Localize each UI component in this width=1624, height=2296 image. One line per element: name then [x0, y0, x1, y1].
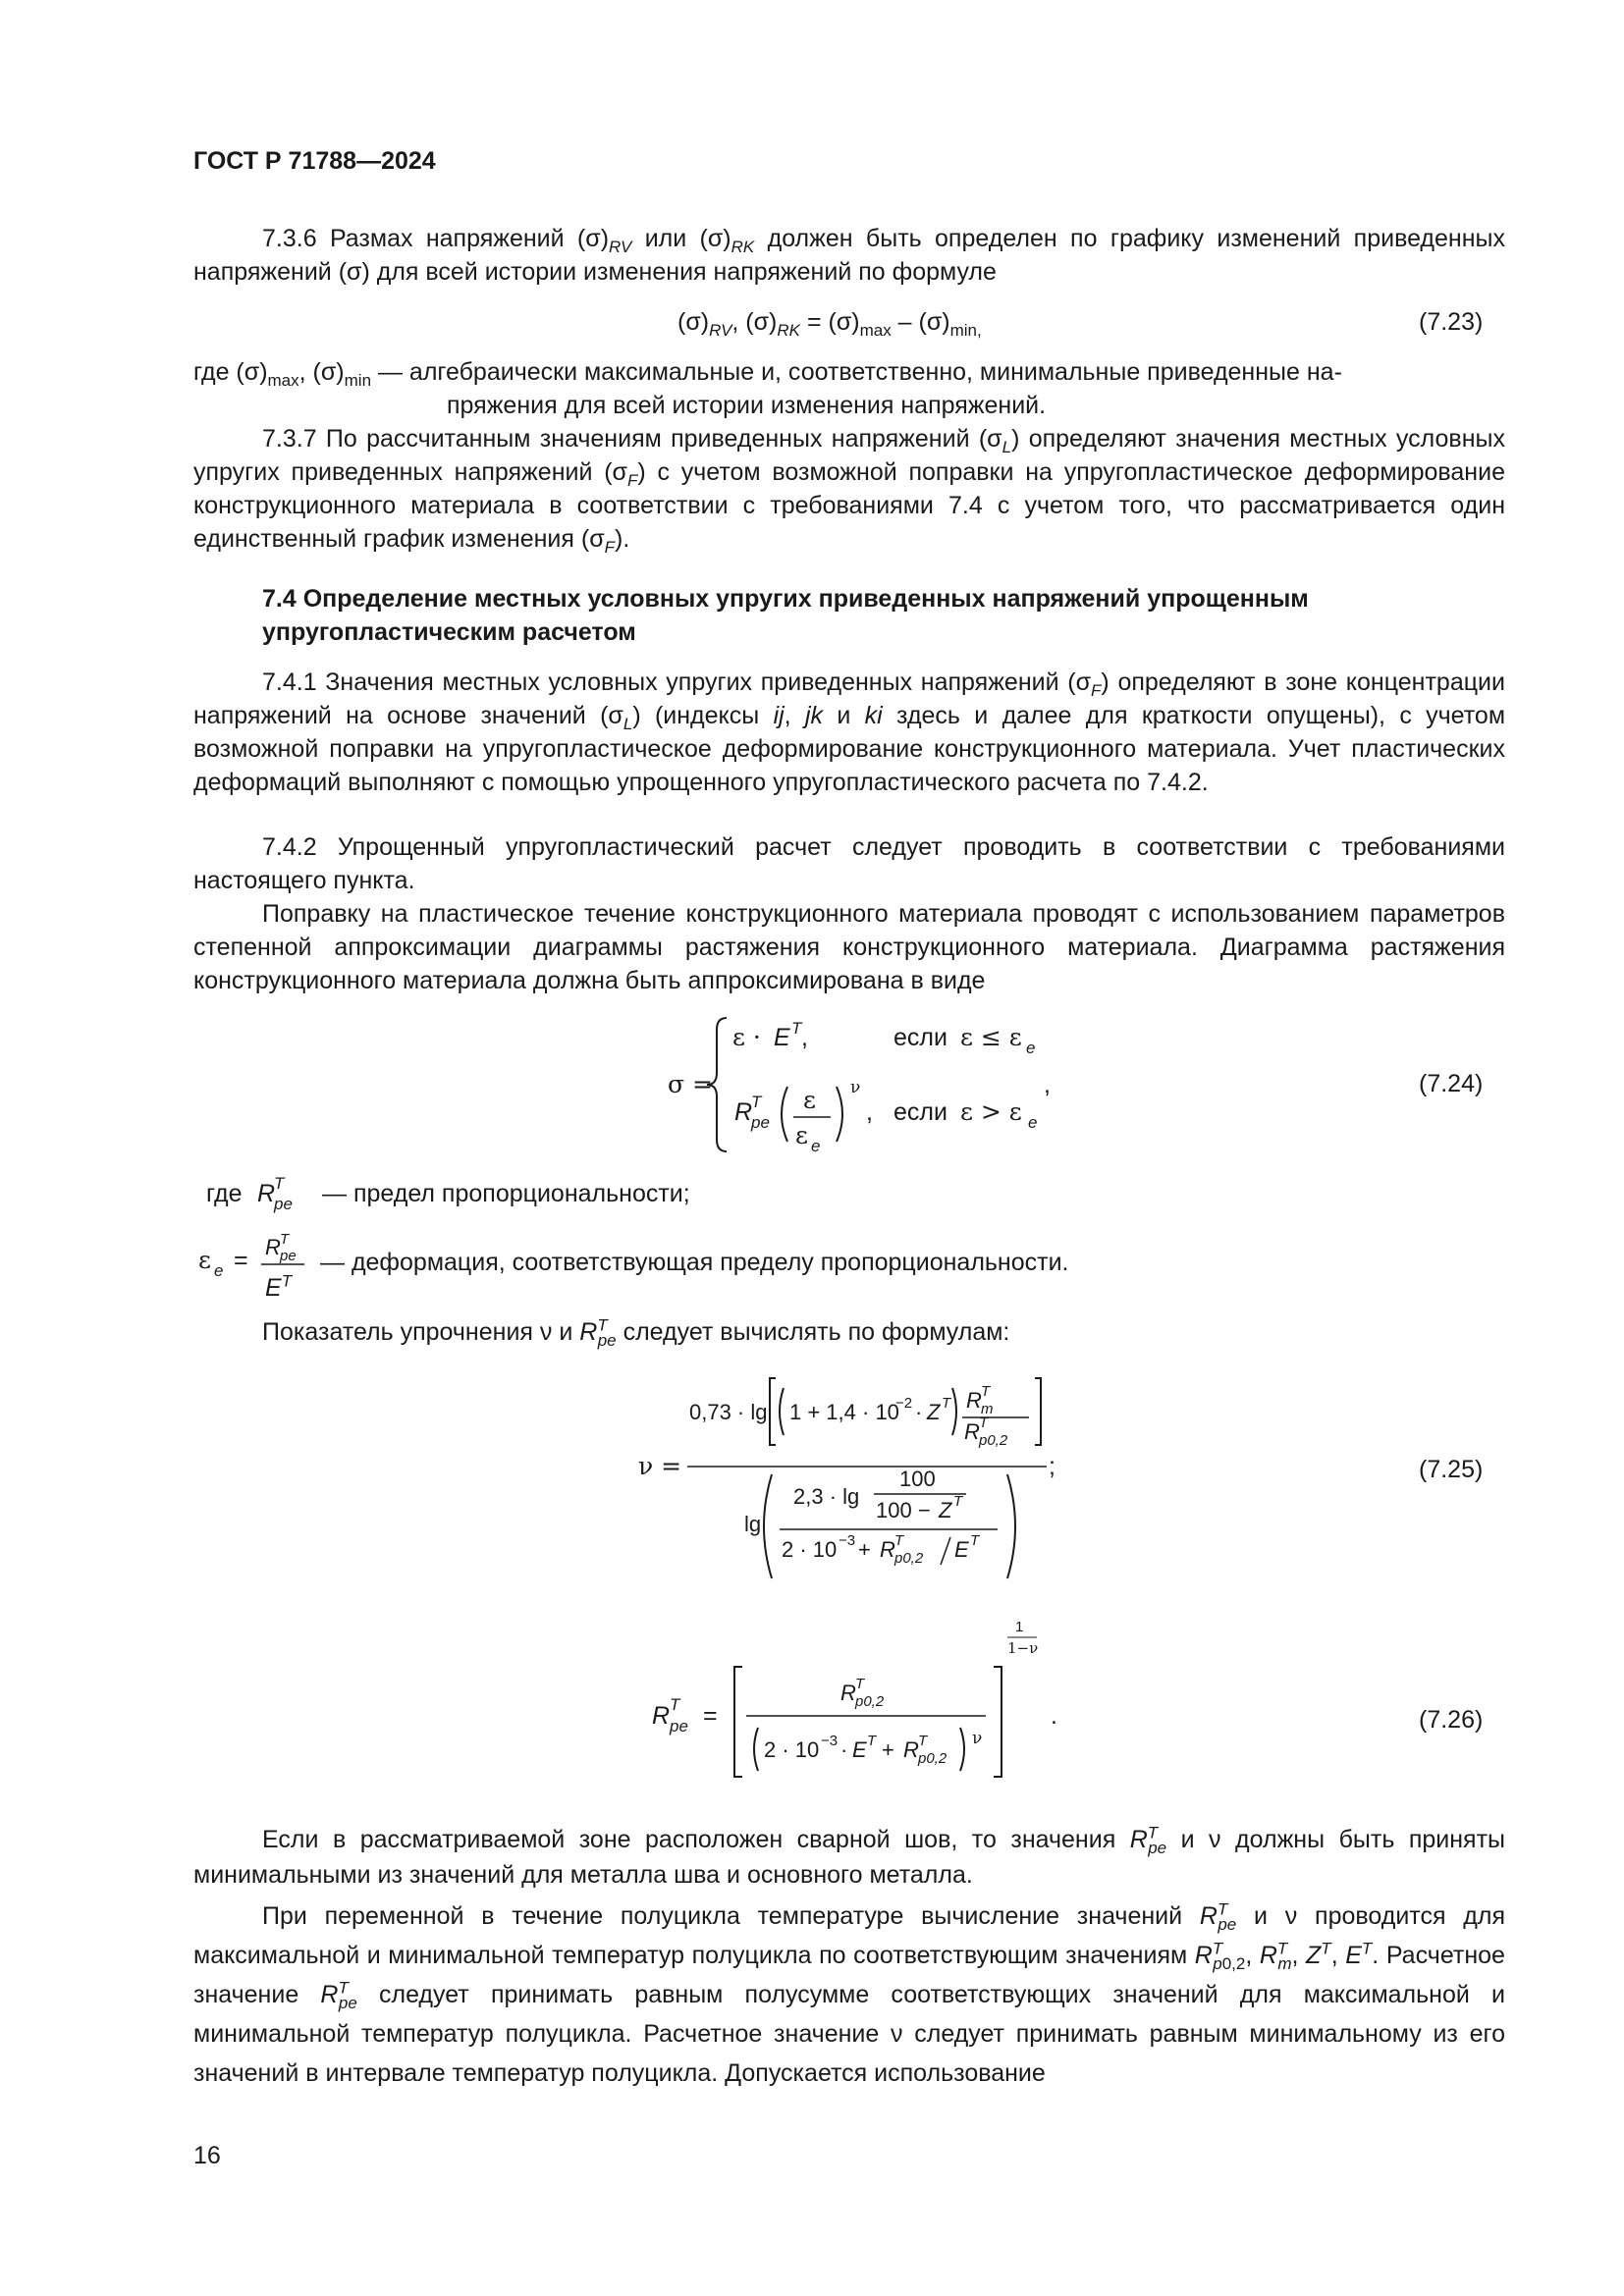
paragraph-weld: Если в рассматриваемой зоне расположен сварной шов, то значения $R^T_{pe}$ и ν должны быть приняты минимальными из значений для металла шва и основного металла. — [193, 1823, 1506, 1889]
svg-text:T: T — [751, 1093, 762, 1111]
svg-text:pe: pe — [670, 1717, 688, 1735]
svg-text:E: E — [852, 1737, 867, 1762]
svg-text:pe: pe — [280, 1248, 297, 1264]
svg-text:T: T — [274, 1174, 285, 1193]
svg-text:T: T — [894, 1532, 904, 1549]
paragraph-7-4-2: 7.4.2 Упрощенный упругопластический расчет следует проводить в соответствии с требованиями настоящего пункта. — [193, 833, 1505, 894]
paragraph-variable-temperature: При переменной в течение полуцикла температуре вычисление значений $R^T_{pe}$ и ν проводится для максимальной и минимальной температур полуцикла по соответствующим значениям $R^T_{p0,2}$, $R^T_m$, $Z^T$, $E^T$. Расчетное значение $R^T_{pe}$ следует принимать равным полусумме соответствующих значений для максимальной и минимальной температур полуцикла. Расчетное значение ν следует принимать равным минимальному из его значений в интервале температур полуцикла. Допускается использование — [193, 1899, 1505, 2087]
svg-text:ν: ν — [972, 1729, 983, 1748]
svg-text:ε ≤ ε: ε ≤ ε — [960, 1023, 1022, 1051]
svg-text:T: T — [918, 1733, 928, 1749]
svg-text:2 · 10: 2 · 10 — [764, 1737, 820, 1762]
svg-text:,: , — [801, 1024, 808, 1051]
svg-text:Z: Z — [927, 1400, 941, 1424]
svg-text:1: 1 — [1015, 1619, 1024, 1635]
svg-text:m: m — [981, 1401, 994, 1417]
equation-number-7-25: (7.25) — [1419, 1456, 1484, 1483]
svg-text:R: R — [257, 1180, 276, 1207]
equation-7-23: $(\sigma)_{RV}$, $(\sigma)_{RK} = (\sigma)_{max} - (\sigma)_{min,}$ — [677, 308, 982, 340]
svg-text:=: = — [703, 1702, 718, 1730]
svg-text:p0,2: p0,2 — [894, 1550, 924, 1567]
equation-7-26 — [648, 1610, 1100, 1787]
def-eps: — деформация, соответствующая пределу пропорциональности. — [320, 1249, 1069, 1276]
if-label-2: если — [893, 1098, 947, 1126]
page-number: 16 — [193, 2142, 221, 2169]
svg-text:T: T — [942, 1395, 951, 1412]
svg-text:ν: ν — [850, 1078, 861, 1097]
svg-text:100 −: 100 − — [876, 1498, 931, 1522]
svg-text:T: T — [280, 1231, 290, 1248]
paragraph-hardening-exponent: Показатель упрочнения ν и $R^T_{pe}$ следует вычислять по формулам: — [262, 1315, 1010, 1350]
equation-number-7-24: (7.24) — [1419, 1070, 1484, 1097]
svg-text:R: R — [840, 1681, 856, 1705]
svg-text:=: = — [234, 1247, 248, 1274]
section-heading-7-4: 7.4 Определение местных условных упругих приведенных напряжений упрощенным упругопластическим расчетом — [262, 585, 1309, 646]
svg-text:R: R — [880, 1537, 895, 1562]
svg-text:ε: ε — [795, 1121, 808, 1149]
def-rpe: — предел пропорциональности; — [322, 1180, 690, 1207]
svg-text:−3: −3 — [821, 1733, 839, 1749]
svg-text:R: R — [964, 1419, 980, 1444]
svg-text:ε > ε: ε > ε — [960, 1097, 1022, 1126]
svg-text:e: e — [214, 1261, 224, 1280]
svg-text:T: T — [970, 1532, 980, 1549]
svg-text:2,3 · lg: 2,3 · lg — [793, 1484, 860, 1509]
svg-text:lg: lg — [744, 1512, 762, 1536]
svg-text:T: T — [791, 1019, 802, 1038]
svg-text:ν =: ν = — [638, 1452, 682, 1480]
svg-text:p0,2: p0,2 — [855, 1693, 885, 1710]
svg-text:T: T — [670, 1695, 680, 1714]
svg-text:+: + — [858, 1537, 871, 1562]
svg-text:+: + — [882, 1737, 894, 1762]
eps-den: $E^T$ — [265, 1271, 293, 1302]
svg-text:1 + 1,4 · 10: 1 + 1,4 · 10 — [789, 1400, 899, 1424]
svg-text:R: R — [966, 1388, 982, 1413]
svg-text:−2: −2 — [895, 1395, 913, 1412]
svg-text:,: , — [866, 1098, 873, 1126]
svg-text:T: T — [953, 1493, 963, 1510]
svg-text:R: R — [903, 1737, 919, 1762]
svg-text:pe: pe — [751, 1113, 770, 1132]
equation-number-7-26: (7.26) — [1419, 1706, 1484, 1734]
equation-number-7-23: (7.23) — [1419, 308, 1484, 336]
svg-text:p0,2: p0,2 — [918, 1750, 947, 1767]
equation-7-24 — [648, 1006, 1100, 1163]
svg-text:σ =: σ = — [668, 1070, 713, 1098]
svg-text:T: T — [979, 1415, 989, 1431]
svg-text:e: e — [1028, 1113, 1038, 1132]
svg-text:ε: ε — [803, 1086, 816, 1114]
svg-text:T: T — [855, 1676, 865, 1692]
svg-text:ε: ε — [198, 1246, 211, 1274]
svg-text:R: R — [734, 1098, 753, 1126]
svg-text:T: T — [867, 1733, 877, 1749]
paragraph-plastic-correction: Поправку на пластическое течение конструкционного материала проводят с использованием параметров степенной аппроксимации диаграммы растяжения конструкционного материала. Диаграмма растяжения конструкционного материала должна быть аппроксимирована в виде — [193, 900, 1505, 994]
svg-text:E: E — [774, 1024, 790, 1051]
svg-text:,: , — [1044, 1071, 1051, 1098]
if-label-1: если — [893, 1024, 947, 1051]
svg-text:e: e — [1026, 1039, 1036, 1057]
svg-text:p0,2: p0,2 — [979, 1432, 1008, 1449]
svg-text:0,73 · lg: 0,73 · lg — [689, 1400, 768, 1424]
where-7-23: где $(\sigma)_{max}$, $(\sigma)_{min}$ — алгебраически максимальные и, соответственно, минимальные приведенные на- пряжения для всей истории изменения напряжений. — [193, 358, 1342, 419]
svg-text:e: e — [811, 1137, 821, 1155]
svg-text:;: ; — [1049, 1453, 1056, 1480]
svg-text:T: T — [981, 1383, 991, 1400]
svg-text:2 · 10: 2 · 10 — [782, 1537, 838, 1562]
svg-text:pe: pe — [274, 1195, 293, 1213]
paragraph-7-3-7: 7.3.7 По рассчитанным значениям приведенных напряжений $(\sigma_L)$ определяют значения местных условных упругих приведенных напряжений $(\sigma_F)$ с учетом возможной поправки на упругопластическое деформирование конструкционного материала в соответствии с требованиями 7.4 с учетом того, что рассматривается один единственный график изменения $(\sigma_F)$. — [193, 425, 1505, 557]
svg-text:1−ν: 1−ν — [1007, 1639, 1039, 1657]
paragraph-7-3-6: 7.3.6 Размах напряжений $(\sigma)_{RV}$ или $(\sigma)_{RK}$ должен быть определен по графику изменений приведенных напряжений (σ) для всей истории изменения напряжений по формуле — [193, 225, 1505, 286]
svg-text:R: R — [652, 1702, 671, 1730]
paragraph-7-4-1: 7.4.1 Значения местных условных упругих приведенных напряжений $(\sigma_F)$ определяют в зоне концентрации напряжений на основе значений $(\sigma_L)$ (индексы ij, jk и ki здесь и далее для краткости опущены), с учетом возможной поправки на упругопластическое деформирование конструкционного материала. Учет пластических деформаций выполняют с помощью упрощенного упругопластического расчета по 7.4.2. — [193, 668, 1506, 796]
svg-text:E: E — [954, 1537, 969, 1562]
svg-text:100: 100 — [899, 1467, 936, 1491]
svg-text:·: · — [915, 1400, 923, 1424]
svg-text:Z: Z — [939, 1498, 952, 1522]
svg-text:·: · — [840, 1737, 848, 1762]
equation-7-25 — [628, 1364, 1139, 1600]
svg-text:R: R — [265, 1235, 281, 1259]
svg-text:.: . — [1051, 1702, 1057, 1730]
svg-text:ε ·: ε · — [732, 1023, 761, 1051]
svg-text:−3: −3 — [839, 1532, 856, 1549]
document-header: ГОСТ Р 71788—2024 — [193, 147, 436, 175]
where-label: где — [206, 1180, 243, 1207]
